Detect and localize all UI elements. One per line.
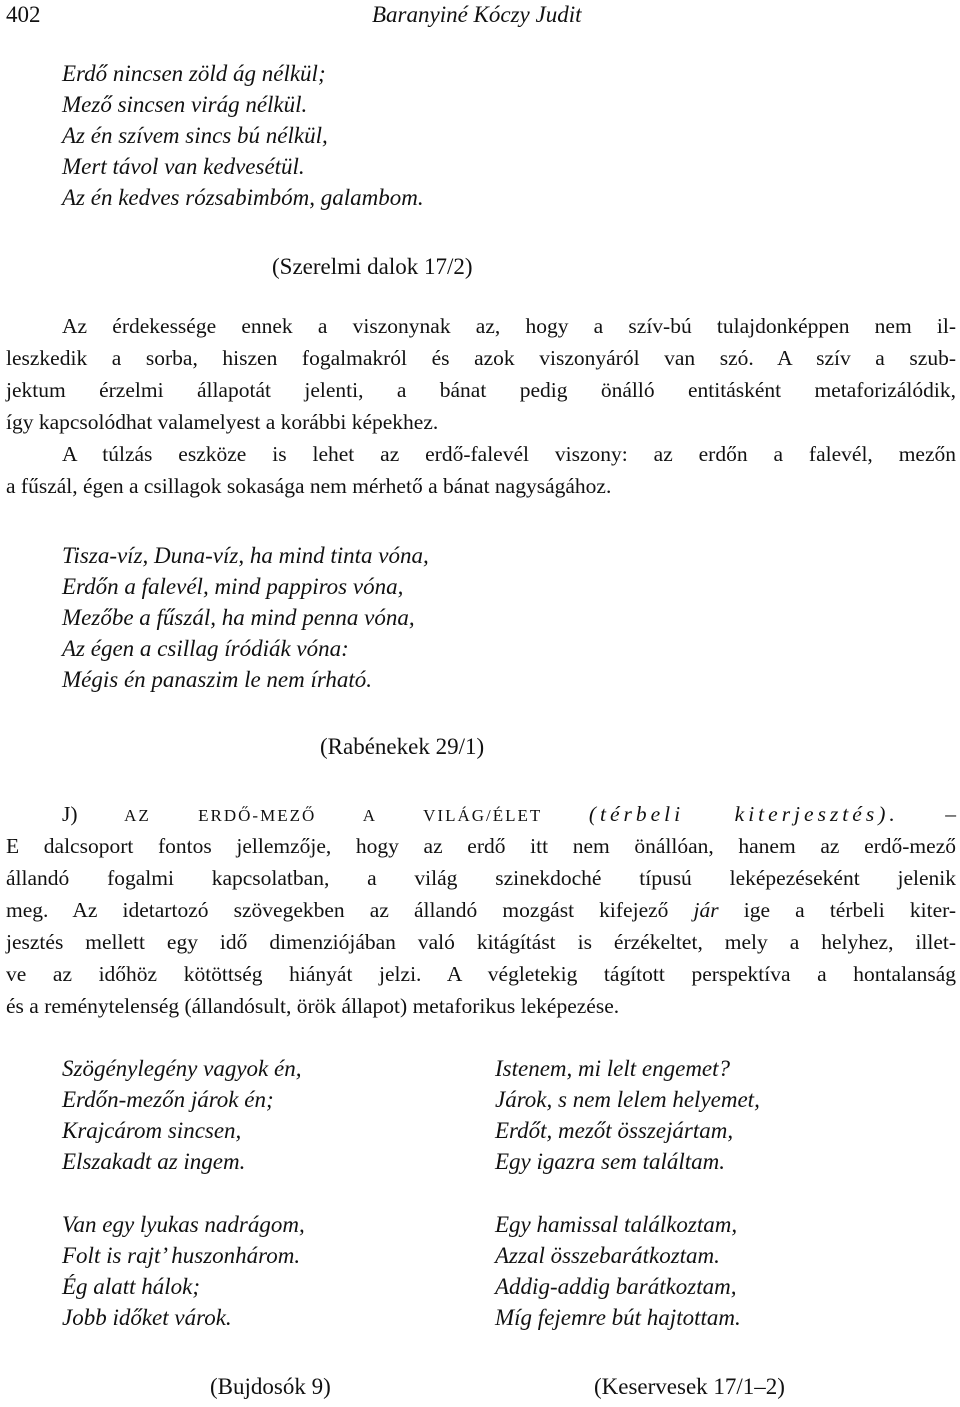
poem-line: Ég alatt hálok; xyxy=(62,1274,200,1299)
page-header xyxy=(0,0,960,34)
text-line: A túlzás eszköze is lehet az erdő-falevél viszony: az erdőn a falevél, mezőn xyxy=(62,442,956,466)
text-line: E dalcsoport fontos jellemzője, hogy az erdő itt nem önállóan, hanem az erdő-mező xyxy=(6,834,956,858)
poem-szogenylegeny xyxy=(62,1053,305,1333)
text-line: és a reménytelenség (állandósult, örök állapot) metaforikus leképezése. xyxy=(6,994,620,1018)
poem-line: Tisza-víz, Duna-víz, ha mind tinta vóna, xyxy=(62,543,429,568)
poem-line: Krajcárom sincsen, xyxy=(62,1118,242,1143)
poem-line: Mert távol van kedvesétül. xyxy=(62,154,305,179)
poem-tisza-viz xyxy=(62,540,429,695)
section-subtitle: (térbeli kiterjesztés). xyxy=(588,802,899,826)
poem-source-citation: (Keservesek 17/1–2) xyxy=(594,1374,785,1399)
poem-source-citation: (Szerelmi dalok 17/2) xyxy=(272,254,473,279)
text-line xyxy=(6,894,956,926)
poem-line: Jobb időket várok. xyxy=(62,1305,232,1330)
poem-line: Addig-addig barátkoztam, xyxy=(495,1274,737,1299)
poem-istenem xyxy=(495,1053,760,1333)
poem-line: Elszakadt az ingem. xyxy=(62,1149,246,1174)
poem-line: Van egy lyukas nadrágom, xyxy=(62,1212,305,1237)
text-line: leszkedik a sorba, hiszen fogalmakról és azok viszonyáról van szó. A szív a szub- xyxy=(6,346,956,370)
poem-line: Azzal összebarátkoztam. xyxy=(495,1243,720,1268)
emphasis-jar: jár xyxy=(693,898,719,922)
poem-line: Mégis én panaszim le nem írható. xyxy=(62,667,373,692)
page-number: 402 xyxy=(6,2,41,27)
poem-line: Szögénylegény vagyok én, xyxy=(62,1056,302,1081)
poem-line: Erdő nincsen zöld ág nélkül; xyxy=(62,61,326,86)
poem-line: Egy hamissal találkoztam, xyxy=(495,1212,738,1237)
poem-line: Erdőn a falevél, mind pappiros vóna, xyxy=(62,574,404,599)
poem-line: Az én kedves rózsabimbóm, galambom. xyxy=(62,185,424,210)
text-line: Az érdekessége ennek a viszonynak az, hogy a szív-bú tulajdonképpen nem il- xyxy=(62,314,956,338)
running-head-author: Baranyiné Kóczy Judit xyxy=(372,2,582,27)
stanza-break xyxy=(495,1177,760,1209)
section-heading xyxy=(62,798,956,832)
section-marker: J) xyxy=(62,802,78,826)
text-line: jektum érzelmi állapotát jelenti, a bánat pedig önálló entitásként metaforizálódik, xyxy=(6,378,956,402)
poem-source-citation: (Bujdosók 9) xyxy=(210,1374,331,1399)
poem-source-citation: (Rabénekek 29/1) xyxy=(320,734,485,759)
poem-line: Míg fejemre bút hajtottam. xyxy=(495,1305,741,1330)
section-title: AZ ERDŐ-MEZŐ A VILÁG/ÉLET xyxy=(124,806,543,825)
text-line: jesztés mellett egy idő dimenziójában való kitágítást is érzékeltet, mely a helyhez, illet- xyxy=(6,930,956,954)
text-line: állandó fogalmi kapcsolatban, a világ szinekdoché típusú leképezéseként jelenik xyxy=(6,866,956,890)
poem-line: Erdőt, mezőt összejártam, xyxy=(495,1118,734,1143)
text-line: a fűszál, égen a csillagok sokasága nem mérhető a bánat nagyságához. xyxy=(6,474,612,498)
text-segment: ige a térbeli kiter- xyxy=(718,898,956,922)
poem-line: Folt is rajt’ huszonhárom. xyxy=(62,1243,301,1268)
stanza-break xyxy=(62,1177,305,1209)
section-dash: – xyxy=(945,802,957,826)
poem-line: Egy igazra sem találtam. xyxy=(495,1149,725,1174)
poem-line: Erdőn-mezőn járok én; xyxy=(62,1087,274,1112)
poem-line: Mezőbe a fűszál, ha mind penna vóna, xyxy=(62,605,415,630)
body-paragraph xyxy=(6,310,956,502)
text-segment: meg. Az idetartozó szövegekben az állandó mozgást kifejező xyxy=(6,898,694,922)
text-line: ve az időhöz kötöttség hiányát jelzi. A végletekig tágított perspektíva a hontalanság xyxy=(6,962,956,986)
poem-erdo-nincsen xyxy=(62,58,424,213)
poem-line: Mező sincsen virág nélkül. xyxy=(62,92,308,117)
poem-line: Az égen a csillag íródiák vóna: xyxy=(62,636,349,661)
poem-line: Járok, s nem lelem helyemet, xyxy=(495,1087,760,1112)
poem-line: Az én szívem sincs bú nélkül, xyxy=(62,123,328,148)
text-line: így kapcsolódhat valamelyest a korábbi képekhez. xyxy=(6,410,439,434)
poem-line: Istenem, mi lelt engemet? xyxy=(495,1056,731,1081)
body-paragraph xyxy=(6,830,956,1022)
